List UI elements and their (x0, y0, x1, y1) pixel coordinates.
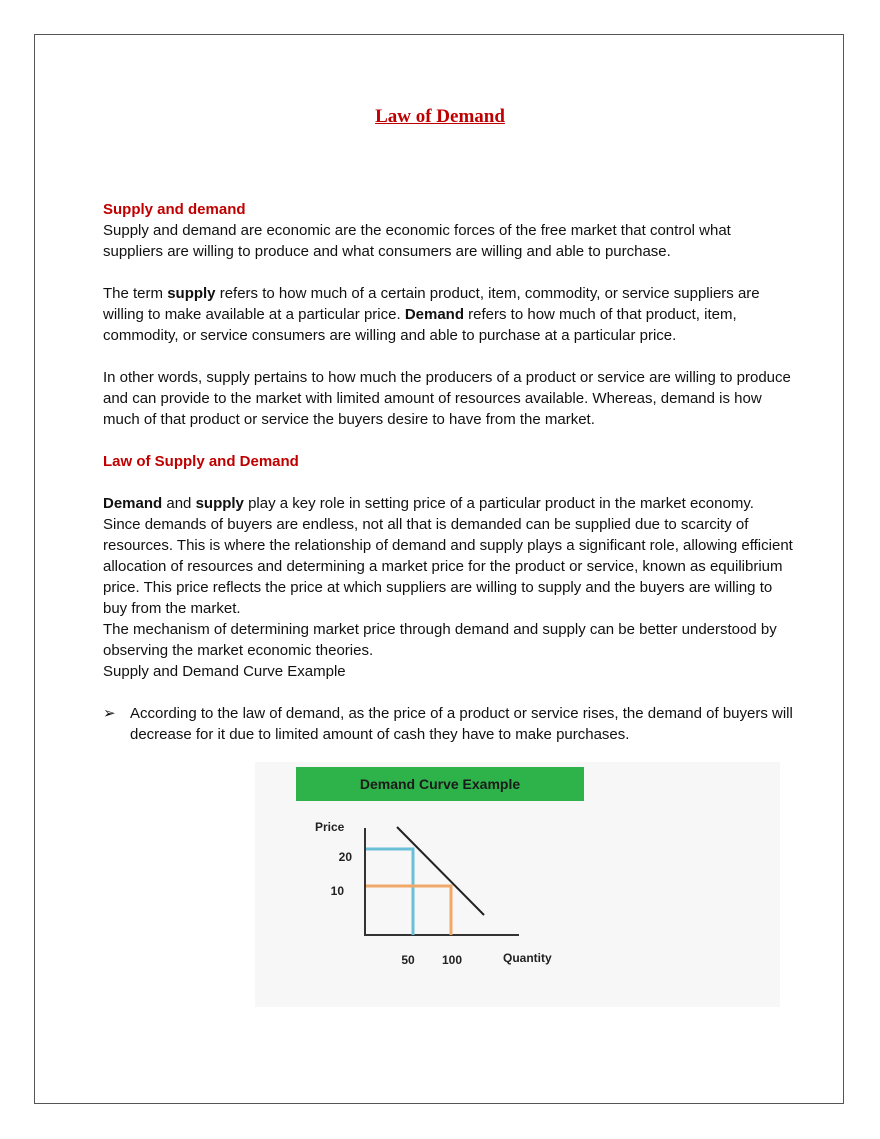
bullet-text: According to the law of demand, as the price of a product or service rises, the demand of buyers will decrease for it due to limited amount of cash they have to make purchases. (130, 705, 793, 743)
bold-term-demand: Demand (404, 306, 464, 323)
paragraph-curve-example: Supply and Demand Curve Example (103, 663, 346, 680)
section-heading-supply-and-demand: Supply and demand (103, 201, 246, 218)
paragraph-definitions (103, 283, 793, 346)
demand-curve-svg (255, 762, 780, 1007)
paragraph-key-role (103, 493, 793, 619)
paragraph-mechanism: The mechanism of determining market price through demand and supply can be better understood by observing the market economic theories. (103, 621, 777, 659)
demand-curve-figure (255, 762, 780, 1007)
section-heading-law-of-supply-and-demand: Law of Supply and Demand (103, 453, 299, 470)
bold-term-supply: supply (195, 495, 244, 512)
x-tick-100: 100 (441, 953, 463, 967)
bullet-item (103, 703, 793, 745)
bullet-arrow-icon: ➢ (103, 705, 116, 722)
document-body (103, 199, 793, 745)
banner-text: Demand Curve Example (359, 776, 521, 792)
text-span: play a key role in setting price of a particular product in the market economy. Since demands of buyers are endless, not all that is demanded can be supplied due to scarcity of resources. This is where the relationship of demand and supply plays a significant role, allowing efficient allocation of resources and determining a market price for the product or service, known as equilibrium price. This price reflects the price at which suppliers are willing to supply and the buyers are willing to buy from the market. (103, 495, 793, 617)
bold-term-supply: supply (167, 285, 216, 302)
paragraph-other-words: In other words, supply pertains to how much the producers of a product or service are willing to produce and can provide to the market with limited amount of resources available. Whereas, demand is how much of that product or service the buyers desire to have from the market. (103, 369, 791, 428)
x-tick-50: 50 (401, 953, 415, 967)
text-span: refers to how much of that product, item, commodity, or service consumers are willing and able to purchase at a particular price. (103, 306, 737, 344)
text-span: refers to how much of a certain product, item, commodity, or service suppliers are willing to make available at a particular price. (103, 285, 760, 323)
x-axis-label: Quantity (503, 951, 552, 965)
y-axis-label: Price (315, 820, 345, 834)
text-span: The term (103, 285, 168, 302)
page-title: Law of Demand (375, 106, 505, 127)
y-tick-10: 10 (330, 884, 344, 898)
text-span: and (162, 495, 196, 512)
y-tick-20: 20 (338, 850, 352, 864)
bold-term-demand: Demand (103, 495, 163, 512)
paragraph-intro: Supply and demand are economic are the economic forces of the free market that control what suppliers are willing to produce and what consumers are willing and able to purchase. (103, 222, 731, 260)
